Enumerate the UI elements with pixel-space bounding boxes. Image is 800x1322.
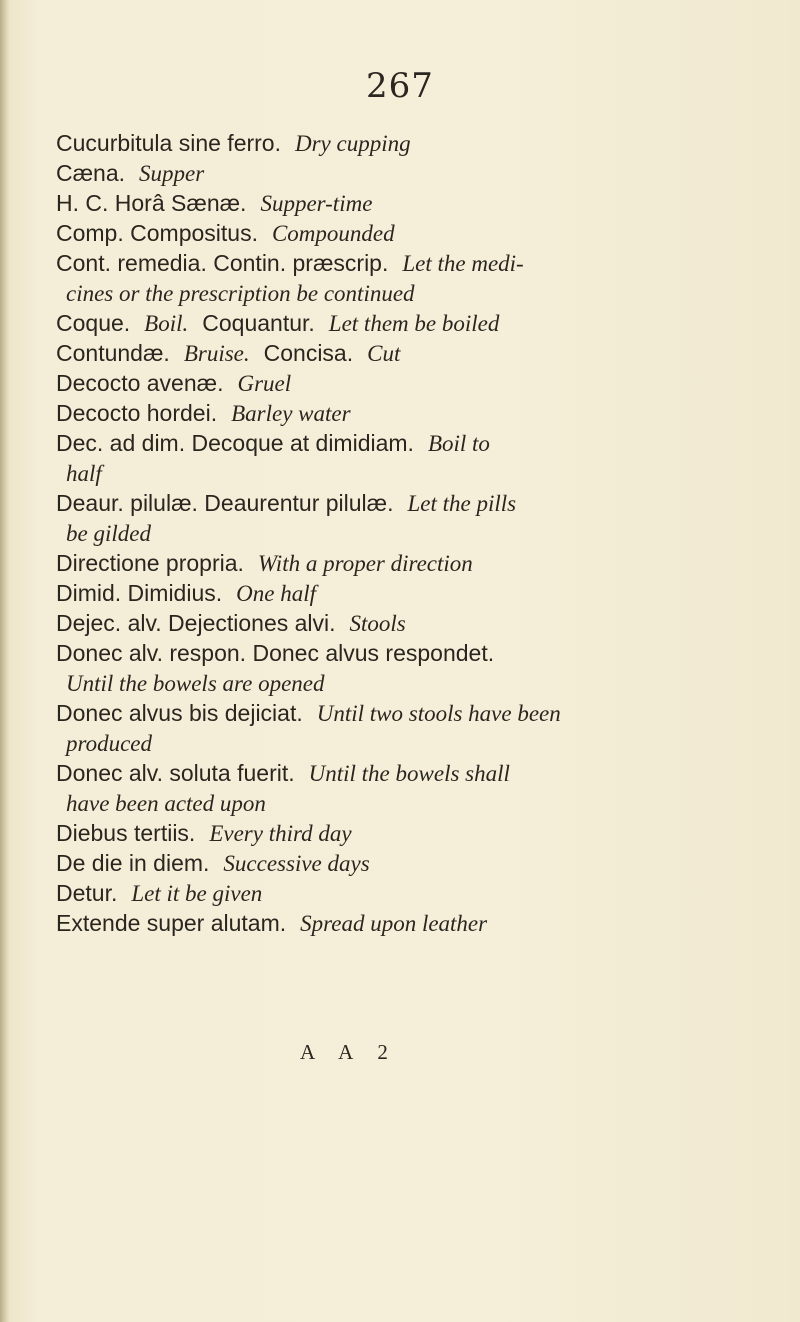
english-translation: Let the pills	[407, 491, 517, 516]
latin-term: Donec alv. respon. Donec alvus respondet.	[56, 640, 495, 666]
page-number: 267	[366, 66, 434, 106]
english-translation-2: Cut	[367, 341, 401, 366]
english-translation-cont: be gilded	[66, 521, 151, 546]
latin-term: De die in diem.	[56, 850, 210, 876]
entry-continuation	[66, 788, 266, 819]
english-translation: Boil to	[427, 431, 490, 456]
entry-continuation	[66, 728, 152, 759]
english-translation-cont: have been acted upon	[66, 791, 266, 816]
english-translation: One half	[236, 581, 316, 606]
latin-term: H. C. Horâ Sænæ.	[56, 190, 247, 216]
latin-term: Dec. ad dim. Decoque at dimidiam.	[56, 430, 414, 456]
latin-term: Coque.	[56, 310, 131, 336]
english-translation: Every third day	[209, 821, 352, 846]
entry-line	[56, 368, 291, 399]
latin-term-2: Coquantur.	[202, 310, 315, 336]
latin-term: Diebus tertiis.	[56, 820, 196, 846]
english-translation: Supper	[139, 161, 205, 186]
english-translation-2: Let them be boiled	[328, 311, 500, 336]
latin-term: Detur.	[56, 880, 118, 906]
entry-continuation	[66, 278, 415, 309]
entry-continuation	[66, 518, 151, 549]
english-translation: Gruel	[237, 371, 292, 396]
entry-line	[56, 248, 524, 279]
english-translation-cont: produced	[66, 731, 153, 756]
entry-line	[56, 308, 499, 339]
latin-term: Deaur. pilulæ. Deaurentur pilulæ.	[56, 490, 394, 516]
entry-line	[56, 548, 473, 579]
entry-line	[56, 638, 494, 668]
latin-term: Directione propria.	[56, 550, 244, 576]
entry-line	[56, 698, 561, 729]
latin-term: Cucurbitula sine ferro.	[56, 130, 281, 156]
latin-term: Comp. Compositus.	[56, 220, 258, 246]
latin-term: Donec alvus bis dejiciat.	[56, 700, 303, 726]
entry-continuation	[66, 668, 325, 699]
latin-term-2: Concisa.	[263, 340, 354, 366]
signature-mark: A A 2	[300, 1040, 398, 1064]
english-translation: Boil.	[144, 311, 189, 336]
entry-line	[56, 338, 400, 369]
entry-line	[56, 878, 262, 909]
latin-term: Extende super alutam.	[56, 910, 287, 936]
english-translation: Let it be given	[131, 881, 263, 906]
latin-term: Dimid. Dimidius.	[56, 580, 223, 606]
entry-line	[56, 758, 510, 789]
entry-line	[56, 578, 316, 609]
entry-line	[56, 848, 370, 879]
english-translation: Spread upon leather	[300, 911, 488, 936]
english-translation: Bruise.	[183, 341, 250, 366]
english-translation-cont: cines or the prescription be continued	[66, 281, 415, 306]
english-translation: Until two stools have been	[316, 701, 561, 726]
entry-line	[56, 218, 395, 249]
english-translation: Compounded	[271, 221, 395, 246]
entry-line	[56, 428, 490, 459]
latin-term: Dejec. alv. Dejectiones alvi.	[56, 610, 336, 636]
entry-line	[56, 608, 406, 639]
latin-term: Decocto hordei.	[56, 400, 218, 426]
entry-line	[56, 188, 372, 219]
latin-term: Contundæ.	[56, 340, 170, 366]
entry-line	[56, 398, 351, 429]
entry-line	[56, 908, 487, 939]
latin-term: Cæna.	[56, 160, 126, 186]
latin-term: Donec alv. soluta fuerit.	[56, 760, 295, 786]
english-translation: Supper-time	[260, 191, 373, 216]
latin-term: Cont. remedia. Contin. præscrip.	[56, 250, 389, 276]
english-translation: Let the medi-	[402, 251, 524, 276]
english-translation-cont: half	[66, 461, 102, 486]
entry-line	[56, 488, 516, 519]
english-translation: With a proper direction	[257, 551, 473, 576]
english-translation: Dry cupping	[295, 131, 411, 156]
english-translation: Barley water	[231, 401, 351, 426]
entry-continuation	[66, 458, 102, 489]
entry-line	[56, 158, 204, 189]
page-gutter-shadow	[0, 0, 10, 1322]
entry-line	[56, 128, 411, 159]
entry-line	[56, 818, 352, 849]
english-translation: Until the bowels shall	[308, 761, 510, 786]
latin-term: Decocto avenæ.	[56, 370, 224, 396]
english-translation-cont: Until the bowels are opened	[66, 671, 325, 696]
english-translation: Stools	[349, 611, 406, 636]
english-translation: Successive days	[223, 851, 370, 876]
